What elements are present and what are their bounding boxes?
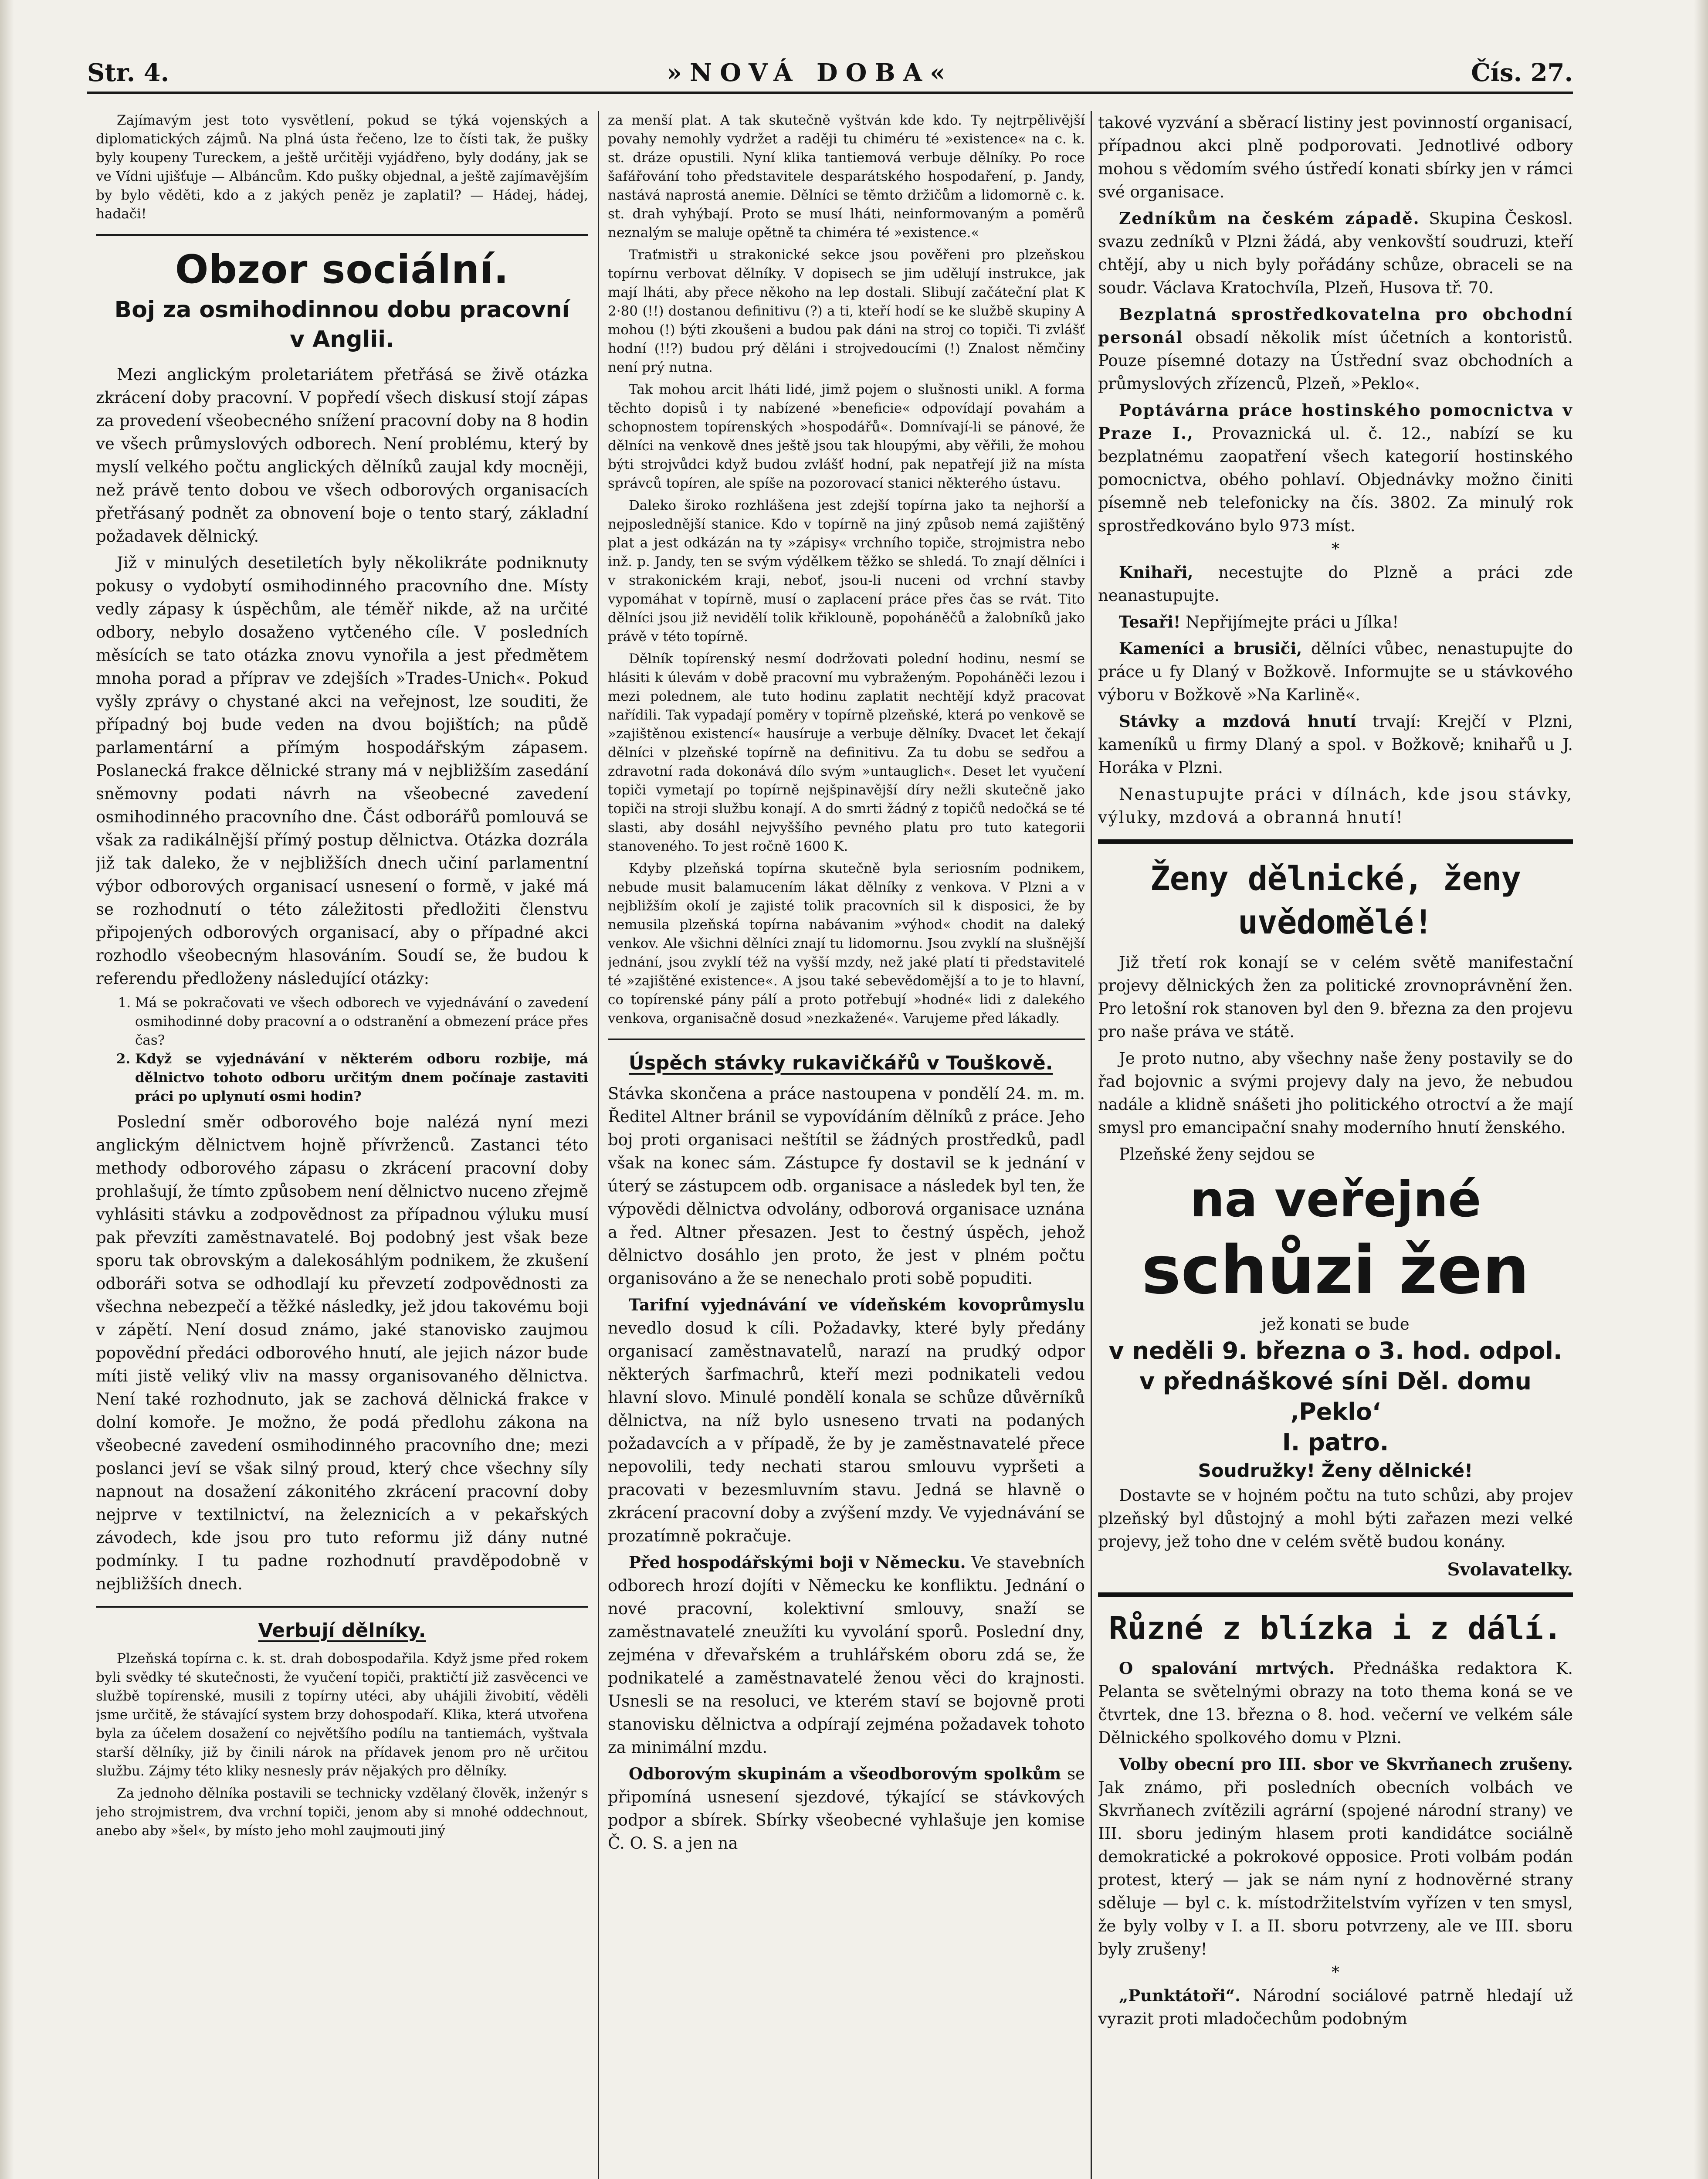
- strike-warning: Nenastupujte práci v dílnách, kde jsou stávky, výluky, mzdová a obranná hnutí!: [1098, 785, 1573, 827]
- article-title-line: v Anglii.: [290, 326, 394, 353]
- news-item: [1098, 611, 1573, 634]
- news-item: [1098, 303, 1573, 395]
- newspaper-title: »NOVÁ DOBA«: [667, 58, 953, 87]
- item-lead: Tarifní vyjednávání ve vídeňském kovoprůmyslu: [629, 1295, 1085, 1314]
- notice-headline: na veřejné: [1190, 1171, 1481, 1228]
- item-lead: O spalování mrtvých.: [1119, 1659, 1335, 1678]
- section-rule: [96, 1606, 588, 1608]
- notice-call: Soudružky! Ženy dělnické!: [1198, 1460, 1473, 1481]
- question-item: 2. Když se vyjednávání v některém odboru rozbije, má dělnictvo tohoto odboru určitým dnem počínaje zastaviti práci po uplynutí osmi hodin?: [135, 1050, 588, 1106]
- column-left: [96, 111, 588, 2179]
- item-lead: Tesaři!: [1119, 612, 1181, 631]
- section-title: Různé z blízka i z dálí.: [1108, 1610, 1562, 1646]
- notice-subline: jež konati se bude: [1261, 1315, 1410, 1334]
- article-paragraph: Tak mohou arcit lháti lidé, jimž pojem o slušnosti unikl. A forma těchto dopisů i ty nabízené »beneficie« odpovídají povahám a schopnostem topírenských »hospodářů«. Domnívají-li se pánové, že dělníci na venkově dnes ještě jsou tak hloupými, aby věřili, že mohou býti strojvůdci když budou zvlášť hodní, pak nepatřejí již na místa správců topíren, ale spíše na pozorovací stanici některého ústavu.: [608, 382, 1085, 491]
- notice-paragraph: Již třetí rok konají se v celém světě manifestační projevy dělnických žen za politické zrovnoprávnění žen. Pro letošní rok stanoven byl den 9. března za den projevu pro naše práva ve státě.: [1098, 953, 1573, 1041]
- page-header: [87, 52, 1573, 92]
- news-item: [1098, 1753, 1573, 1961]
- news-item: [1098, 1984, 1573, 2030]
- column-divider: [598, 111, 599, 2179]
- article-paragraph: Již v minulých desetiletích byly několikráte podniknuty pokusy o vydobytí osmihodinného pracovního dne. Místy vedly zápasy k úspěchům, ale téměř nikde, až na určité odbory, nebylo dosaženo vytčeného cíle. V posledních měsících se tato otázka znovu vynořila a jest předmětem mnoha porad a příprav ve zdejších »Trades-Unich«. Pokud vyšly zprávy o chystané akci na veřejnost, lze souditi, že případný boj bude veden na dvou bojištích; na půdě parlamentární a přímým hospodářským zápasem. Poslanecká frakce dělnické strany má v nejbližším zasedání sněmovny podati návrh na všeobecné zavedení osmihodinného pracovního dne. Část odborářů pomlouvá se však za radikálnější přímý postup dělnictva. Otázka dozrála již tak daleko, že v nejbližších dnech učiní parlamentní výbor odborových organisací usnesení o formě, v jaké má se rozhodnutí o této záležitosti předložiti členstvu připojených odborových organisací, aby o případné akci rozhodlo všeobecným hlasováním. Soudí se, že budou k referendu předloženy následující otázky:: [96, 553, 588, 988]
- item-body: Nepřijímejte práci u Jílka!: [1186, 613, 1399, 631]
- separator-star: *: [1332, 1964, 1339, 1982]
- section-rule: [1098, 1592, 1573, 1597]
- item-body: Národní sociálové patrně hledají už vyrazit proti mladočechům podobným: [1098, 1986, 1573, 2028]
- article-paragraph: Daleko široko rozhlášena jest zdejší topírna jako ta nejhorší a nejposlednější stanice. Kdo v topírně na jiný způsob nemá zajištěný plat a jest odkázán na ty »zápisy« vrchního topiče, strojmistra nebo inž. p. Jandy, ten se svým výdělkem těžko se shledá. To znají dělníci i v strakonickém kraji, neboť, jsou-li nuceni od vrchní stavby vypomáhat v topírně, musí o zaplacení práce přes čas se rvát. Tito dělníci jsou již nevidělí tolik křiklouně, popoháněčů a žalobníků jako právě v této topírně.: [608, 498, 1085, 645]
- column-right: [1098, 111, 1573, 2179]
- article-paragraph: Poslední směr odborového boje nalézá nyní mezi anglickým dělnictvem hojně přívrženců. Zastanci této methody odborového zápasu o zkrácení pracovní doby prohlašují, že tímto způsobem není dělnictvo nuceno zřejmě vyhlásiti stávku a zodpovědnost za případnou výluku musí pak převzíti zaměstnavatelé. Boj podobný jest však beze sporu tak obrovským a dalekosáhlým podnikem, že zkušení odboráři sotva se odhodlají ku převzetí zodpovědnosti za všechna nebezpečí a těžké následky, jež jdou takovému boji v zápětí. Není dosud známo, jaké stanovisko zaujmou popovědní předáci odborového hnutí, ale jejich názor bude míti jistě veliký vliv na massy organisovaného dělnictva. Není také rozhodnuto, jak se zachová dělnická frakce v dolní komoře. Je možno, že podá předlohu zákona na všeobecné zavedení osmihodinného pracovního dne; mezi poslanci jeví se však silný proud, který chce všechny síly napnout na dosažení zákonitého zkrácení pracovní doby nejprve v textilnictví, na železnicích a v pekařských závodech, kde jsou pro tuto reformu již dány nutné podmínky. I tu padne rozhodnutí pravděpodobně v nejbližších dnech.: [96, 1113, 588, 1593]
- item-lead: Stávky a mzdová hnutí: [1119, 712, 1356, 731]
- meeting-floor: I. patro.: [1282, 1429, 1389, 1456]
- news-item: [1098, 207, 1573, 299]
- article-paragraph: Stávka skončena a práce nastoupena v pondělí 24. m. m. Ředitel Altner bránil se vypovídáním dělníků z práce. Jeho boj proti organisaci neštítil se žádných prostředků, padl však na konec sám. Zástupce fy dostavil se k jednání v úterý se zástupcem odb. organisace a následek byl ten, že výpovědi dělnictva odvolány, odborová organisace uznána a řed. Altner přesazen. Jest to čestný úspěch, jehož dělnictvo dosáhlo jen proto, že jest v plném počtu organisováno a že se nenechalo proti sobě popuditi.: [608, 1084, 1085, 1288]
- article-paragraph: Mezi anglickým proletariátem přetřásá se živě otázka zkrácení doby pracovní. V popředí všech diskusí stojí zápas za provedení všeobecného snížení pracovní doby na 8 hodin ve všech průmyslových odborech. Není problému, který by myslí velkého počtu anglických dělníků zaujal kdy mocněji, než právě tento dobou ve všech odborových organisacích přetřásaný podnět za obnovení boje o tento starý, základní požadavek dělnický.: [96, 365, 588, 546]
- item-body: necestujte do Plzně a práci zde neanastupujte.: [1098, 563, 1573, 605]
- meeting-place: v přednáškové síni Děl. domu ‚Peklo‘: [1139, 1368, 1532, 1426]
- page-number: Str. 4.: [87, 58, 169, 87]
- notice-paragraph: Je proto nutno, aby všechny naše ženy postavily se do řad bojovnic a svými projevy daly na jevo, že nebudou nadále a klidně snášeti jho politického otroctví a že mají smysl pro emancipační snahy moderního hnutí ženského.: [1098, 1049, 1573, 1137]
- item-body: obsadí několik míst účetních a kontoristů. Pouze písemné dotazy na Ústřední svaz obchodních a průmyslových zřízenců, Plzeň, »Peklo«.: [1098, 328, 1573, 393]
- notice-signature: Svolavatelky.: [1447, 1559, 1573, 1580]
- item-body: dělníci vůbec, nenastupujte do práce u fy Dlaný v Božkově. Informujte se u stávkového výboru v Božkově »Na Karlině«.: [1098, 639, 1573, 704]
- news-item: [1098, 1657, 1573, 1749]
- article-title: Verbují dělníky.: [258, 1619, 426, 1642]
- item-body: trvají: Krejčí v Plzni, kameníků u firmy Dlaný a spol. v Božkově; knihařů u J. Horáka v Plzni.: [1098, 712, 1573, 777]
- notice-headline: schůzi žen: [1141, 1232, 1530, 1309]
- section-rule: [96, 234, 588, 236]
- item-body: Provaznická ul. č. 12., nabízí se ku bezplatnému zaopatření všech kategorií hostinského pomocnictva, obého pohlaví. Objednávky možno činiti písemně neb telefonicky na čís. 3802. Za minulý rok sprostředkováno bylo 973 míst.: [1098, 424, 1573, 535]
- notice-title: Ženy dělnické, ženy uvědomělé!: [1150, 859, 1521, 941]
- article-paragraph: Dělník topírenský nesmí dodržovati polední hodinu, nesmí se hlásiti k úlevám v době pracovní mu vybraženým. Popoháněči lezou i mezi polednem, ale tuto hodinu zaplatit nechtějí když pracovat nařídili. Tak vypadají poměry v topírně plzeňské, která po venkově se »zajištěnou existencí« hausíruje a verbuje dělníky. Dvacet let čekají dělníci v plzeňské topírně na definitivu. Za tu dobu se sedřou a zdravotní rada dokonává dílo svým »untauglich«. Deset let vyučení topiči vymetají po topírně nejšpinavější díry nežli skutečně jako topiči na stroji službu konají. A do smrti žádný z topičů nedočká se té slasti, aby dosáhl nejvyššího pevného platu pro tuto kategorii stanoveného. To jest ročně 1600 K.: [608, 651, 1085, 854]
- news-item: [608, 1293, 1085, 1548]
- column-middle: [608, 111, 1085, 2179]
- article-title: [96, 295, 588, 354]
- item-body: Přednáška redaktora K. Pelanta se světelnými obrazy na toto thema koná se ve čtvrtek, dne 13. března o 8. hod. večerní ve velkém sále Dělnického spolkového domu v Plzni.: [1098, 1659, 1573, 1747]
- item-lead: Kameníci a brusiči,: [1119, 639, 1302, 658]
- section-rule: [608, 1039, 1085, 1040]
- item-lead: Knihaři,: [1119, 563, 1193, 582]
- item-lead: Poptávárna práce hostinského pomocnictva v Praze I.,: [1098, 401, 1573, 443]
- article-paragraph: Kdyby plzeňská topírna skutečně byla seriosním podnikem, nebude musit balamucením lákat dělníky z venkova. V Plzni a v nejbližším okolí je zajisté tolik pracovních sil k disposici, že by nemusila plzeňská topírna nabávanim »výhod« chodit na daleký venkov. Ale všichni dělníci znají tu lidomornu. Jsou zvyklí na slušnější jednání, jsou zvyklí též na vyšší mzdy, než jaké platí ti představitelé té »zajištěné existence«. A jsou také sebevědomější a to je to hlavní, co topírenské pány pálí a proto potřebují »hodné« lidi z dalekého venkova, organisačně dosud »nezkažené«. Varujeme před lákadly.: [608, 861, 1085, 1026]
- news-item: [1098, 561, 1573, 607]
- meeting-time: v neděli 9. března o 3. hod. odpol.: [1108, 1337, 1562, 1364]
- intro-paragraph: Zajímavým jest toto vysvětlení, pokud se týká vojenských a diplomatických zájmů. Na plná ústa řečeno, lze to čísti tak, že pušky byly koupeny Tureckem, a ještě určitěji vyjádřeno, byly dodány, jak se ve Vídni ujišťuje — Albáncům. Kdo pušky objednal, a ještě zajímavějším by bylo věděti, kdo a z jakých peněz je zaplatil? — Hádej, hádej, hadači!: [96, 112, 588, 222]
- item-lead: Bezplatná sprostředkovatelna pro obchodní personál: [1098, 305, 1573, 347]
- news-item: [608, 1762, 1085, 1855]
- item-body: Jak známo, při posledních obecních volbách ve Skvrňanech zvítězili agrární (spojené národní strany) ve III. sboru jediným hlasem proti kandidátce sociálně demokratické a pokrokové opposice. Proti volbám podán protest, který — jak se nám nyní z hodnověrné strany sděluje — byl c. k. místodržitelstvím vyřízen v ten smysl, že byly volby v I. a II. sboru potvrzeny, ale ve III. sboru byly zrušeny!: [1098, 1778, 1573, 1958]
- column-divider: [1091, 111, 1092, 2179]
- referendum-questions: [96, 994, 588, 1106]
- notice-paragraph: Dostavte se v hojném počtu na tuto schůzi, aby projev plzeňský byl důstojný a mohl býti zařazen mezi velké projevy, jež toho dne v celém světě budou konány.: [1098, 1486, 1573, 1551]
- section-rule: [1098, 839, 1573, 844]
- separator-star: *: [1332, 540, 1339, 558]
- item-lead: Zedníkům na českém západě.: [1119, 209, 1420, 228]
- article-paragraph: takové vyzvání a sběrací listiny jest povinností organisací, případnou akci plně podporovati. Jednotlivé odbory mohou s vědomím svého ústředí konati sbírky jen v rámci své organisace.: [1098, 113, 1573, 201]
- article-paragraph: za menší plat. A tak skutečně vyštván kde kdo. Ty nejtrpělivější povahy nemohly vydržet a raději tu chiméru té »existence« na c. k. st. dráze opustili. Nyní klika tantiemová verbuje dělníky. Po roce šafářování toho představitele desparátského hospodaření, p. Jandy, nastává naprostá anemie. Dělníci se těmto držičům a lidomorně c. k. st. drah vyhýbají. Proto se musí lháti, neinformovaným a poměrů neznalým se maluje opětně ta chiméra té »existence.«: [608, 112, 1085, 241]
- item-body: se připomíná usnesení sjezdové, týkající se stávkových podpor a sbírek. Sbírky všeobecné vyhlašuje jen komise Č. O. S. a jen na: [608, 1765, 1085, 1853]
- item-lead: Odborovým skupinám a všeodborovým spolkům: [629, 1764, 1061, 1783]
- news-item: [1098, 399, 1573, 537]
- scan-edge-left: [0, 0, 14, 2179]
- notice-paragraph: Plzeňské ženy sejdou se: [1119, 1145, 1315, 1164]
- article-paragraph: Plzeňská topírna c. k. st. drah dobospodařila. Když jsme před rokem byli svědky té skutečnosti, že vyučení topiči, praktičtí již zasvěcenci ve službě topírenské, musili z topírny utéci, aby uhájili živobití, věděli jsme určitě, že stávající system brzy dohospodaří. Klika, která utvořena byla za účelem dosažení co největšího podílu na tantiemách, vyštvala starší dělníky, již by činili nárok na přídavek jenom pro ně určitou službu. Zájmy této kliky nesnesly práv nějakých pro dělníky.: [96, 1651, 588, 1779]
- item-lead: „Punktátoři“.: [1119, 1986, 1241, 2005]
- scan-edge-right: [1694, 0, 1708, 2179]
- news-item: [1098, 637, 1573, 706]
- item-body: Ve stavebních odborech hrozí dojíti v Německu ke konfliktu. Jednání o nové pracovní, kolektivní smlouvy, snaží se zaměstnavatelé zneužíti ku vyvolání sporů. Poslední dny, zejména v dřevařském a truhlářském oboru zdá se, že podnikatelé a zaměstnavatelé ženou věci do krajnosti. Usnesli se na resoluci, ve kterém staví se bojovně proti stanovisku dělnictva a odpírají zejména požadavek tohoto za minimální mzdu.: [608, 1553, 1085, 1757]
- item-lead: Před hospodářskými boji v Německu.: [629, 1553, 966, 1572]
- issue-number: Čís. 27.: [1471, 58, 1573, 87]
- article-title: Úspěch stávky rukavičkářů v Touškově.: [629, 1052, 1053, 1074]
- news-item: [1098, 710, 1573, 779]
- item-body: Skupina Českosl. svazu zedníků v Plzni žádá, aby venkovští soudruzi, kteří chtějí, aby u nich byly pořádány schůze, obraceli se na soudr. Václava Kratochvíla, Plzeň, Husova tř. 70.: [1098, 209, 1573, 297]
- section-title: Obzor sociální.: [175, 247, 509, 292]
- article-paragraph: Traťmistři u strakonické sekce jsou pověřeni pro plzeňskou topírnu verbovat dělníky. V dopisech se jim udělují instrukce, jak mají lháti, aby přece někoho na lep dostali. Slibují začáteční plat K 2·80 (!!) dostanou definitivu (?) a ti, kteří hodí se ke službě skupiny A mohou (!) býti zkoušeni a budou pak dáni na stroj co topiči. Ti zvlášť hodní (!!?) budou prý děláni i strojvedoucími (!) Znalost němčiny není prý nutna.: [608, 247, 1085, 375]
- article-title-line: Boj za osmihodinnou dobu pracovní: [114, 297, 570, 323]
- question-item: 1. Má se pokračovati ve všech odborech ve vyjednávání o zavedení osmihodinné doby pracovní a o odstranění a obmezení práce přes čas?: [135, 994, 588, 1050]
- header-rule: [87, 92, 1573, 94]
- womens-meeting-notice: [1098, 857, 1573, 1582]
- news-item: [608, 1551, 1085, 1759]
- item-lead: Volby obecní pro III. sbor ve Skvrňanech zrušeny.: [1119, 1755, 1573, 1774]
- item-body: nevedlo dosud k cíli. Požadavky, které byly předány organisací zaměstnavatelů, narazí na prudký odpor některých šarfmachrů, kteří mezi podnikateli vedou hlavní slovo. Minulé pondělí konala se schůze důvěrníků dělnictva, na níž bylo usneseno trvati na podaných požadavcích a v případě, že by je zaměstnavatelé přece nepovolili, tedy nechati starou smlouvu vypršeti a pracovati v bezesmluvním stavu. Jedná se hlavně o zkrácení pracovní doby a zvýšení mzdy. Ve vyjednávání se prozatímně pokračuje.: [608, 1319, 1085, 1545]
- article-paragraph: Za jednoho dělníka postavili se technicky vzdělaný člověk, inženýr s jeho strojmistrem, dva vrchní topiči, jenom aby si mnohé oddechnout, anebo aby »šel«, by místo jeho mohl zaujmouti jiný: [96, 1785, 588, 1839]
